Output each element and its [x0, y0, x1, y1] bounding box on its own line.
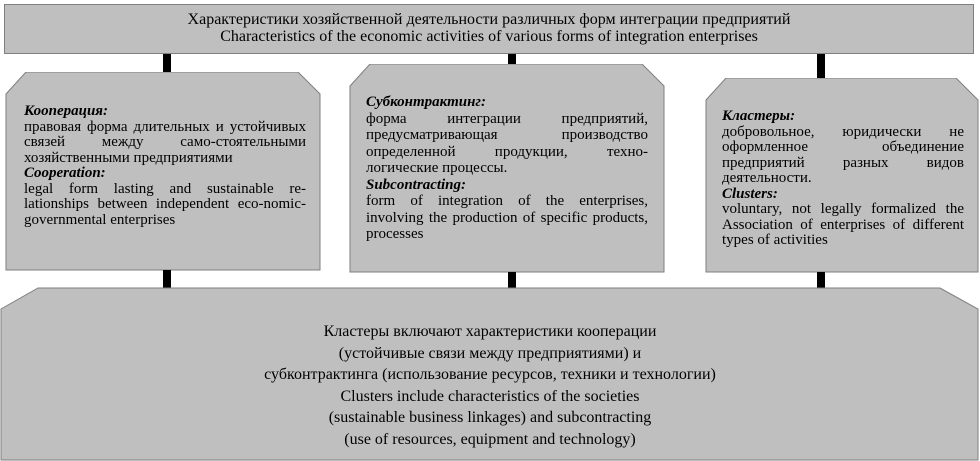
conclusion-line-3: субконтрактинга (использование ресурсов, техники и технологии) — [264, 366, 716, 383]
cooperation-text-ru: правовая форма длительных и устойчивых связей между само-стоятельными хозяйственными предприятиями — [24, 118, 306, 166]
subcontracting-box — [348, 64, 668, 274]
subcontracting-title-en: Subcontracting: — [366, 176, 467, 193]
subcontracting-text-ru: форма интеграции предприятий, предусматривающая производство определенной продукции, техно-логические процессы. — [366, 110, 648, 176]
clusters-box — [704, 78, 980, 274]
conclusion-line-6: (use of resources, equipment and technology) — [344, 430, 636, 448]
header-text — [5, 11, 973, 45]
conclusion-box — [0, 287, 980, 461]
subcontracting-text — [366, 94, 648, 243]
conclusion-text — [0, 321, 980, 450]
subcontracting-text-en: form of integration of the enterprises, involving the production of specific products, processes — [366, 193, 648, 242]
connector-header-clusters — [817, 54, 825, 78]
cooperation-box — [4, 72, 324, 272]
header-title-ru: Характеристики хозяйственной деятельности различных форм интеграции предприятий — [187, 11, 791, 28]
clusters-text — [722, 109, 964, 249]
subcontracting-title-ru: Субконтрактинг: — [366, 94, 486, 110]
clusters-text-en: voluntary, not legally formalized the Association of enterprises of different types of activities — [722, 201, 964, 248]
conclusion-line-1: Кластеры включают характеристики кооперации — [323, 323, 657, 340]
cooperation-title-ru: Кооперация: — [24, 103, 109, 119]
clusters-text-ru: добровольное, юридически не оформленное объединение предприятий разных видов деятельности. — [722, 123, 964, 186]
cooperation-text — [24, 104, 306, 228]
conclusion-line-2: (устойчивые связи между предприятиями) и — [338, 344, 642, 362]
conclusion-line-4: Clusters include characteristics of the societies — [340, 387, 640, 405]
header-title-en: Characteristics of the economic activities of various forms of integration enterprises — [220, 28, 758, 45]
cooperation-title-en: Cooperation: — [24, 165, 106, 181]
clusters-title-ru: Кластеры: — [722, 108, 796, 124]
header-box — [4, 4, 974, 54]
clusters-title-en: Clusters: — [722, 185, 778, 202]
conclusion-line-5: (sustainable business linkages) and subcontracting — [328, 409, 652, 426]
cooperation-text-en: legal form lasting and sustainable re-lationships between independent eco-nomic-governmental enterprises — [24, 180, 306, 228]
